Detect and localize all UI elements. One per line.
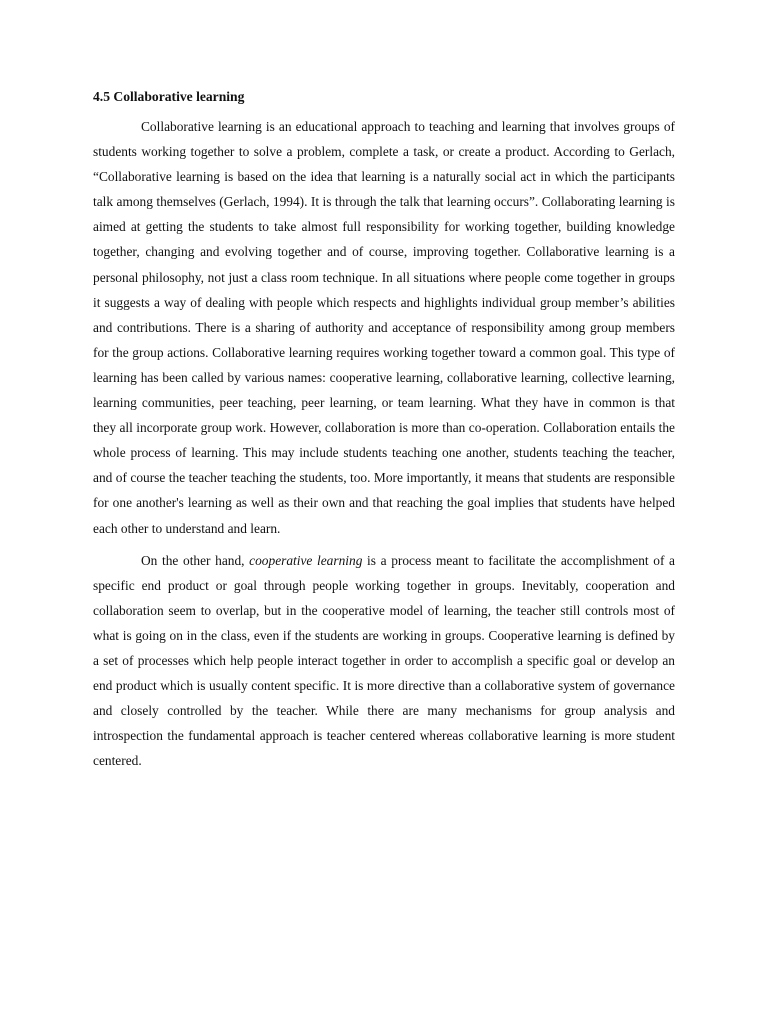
paragraph-text-after: is a process meant to facilitate the accomplishment of a specific end product or goal through people working together in groups. Inevitably, cooperation and collaboration seem to overlap, but in the cooperative model of learning, the teacher still controls most of what is going on in the class, even if the students are working in groups. Cooperative learning is defined by a set of processes which help people interact together in order to accomplish a specific goal or develop an end product which is usually content specific. It is more directive than a collaborative system of governance and closely controlled by the teacher. While there are many mechanisms for group analysis and introspection the fundamental approach is teacher centered whereas collaborative learning is more student centered. [93,552,675,769]
paragraph-cooperative-learning [93,548,675,774]
emphasized-term: cooperative learning [249,552,363,568]
document-body [93,85,675,773]
paragraph-collaborative-learning: Collaborative learning is an educational approach to teaching and learning that involves groups of students working together to solve a problem, complete a task, or create a product. According to Gerlach, “Collaborative learning is based on the idea that learning is a naturally social act in which the participants talk among themselves (Gerlach, 1994). It is through the talk that learning occurs”. Collaborating learning is aimed at getting the students to take almost full responsibility for working together, building knowledge together, changing and evolving together and of course, improving together. Collaborative learning is a personal philosophy, not just a class room technique. In all situations where people come together in groups it suggests a way of dealing with people which respects and highlights individual group member’s abilities and contributions. There is a sharing of authority and acceptance of responsibility among group members for the group actions. Collaborative learning requires working together toward a common goal. This type of learning has been called by various names: cooperative learning, collaborative learning, collective learning, learning communities, peer teaching, peer learning, or team learning. What they have in common is that they all incorporate group work. However, collaboration is more than co-operation. Collaboration entails the whole process of learning. This may include students teaching one another, students teaching the teacher, and of course the teacher teaching the students, too. More importantly, it means that students are responsible for one another's learning as well as their own and that reaching the goal implies that students have helped each other to understand and learn. [93,119,675,536]
section-heading: 4.5 Collaborative learning [93,89,245,104]
paragraph-text-before: On the other hand, [141,552,250,568]
